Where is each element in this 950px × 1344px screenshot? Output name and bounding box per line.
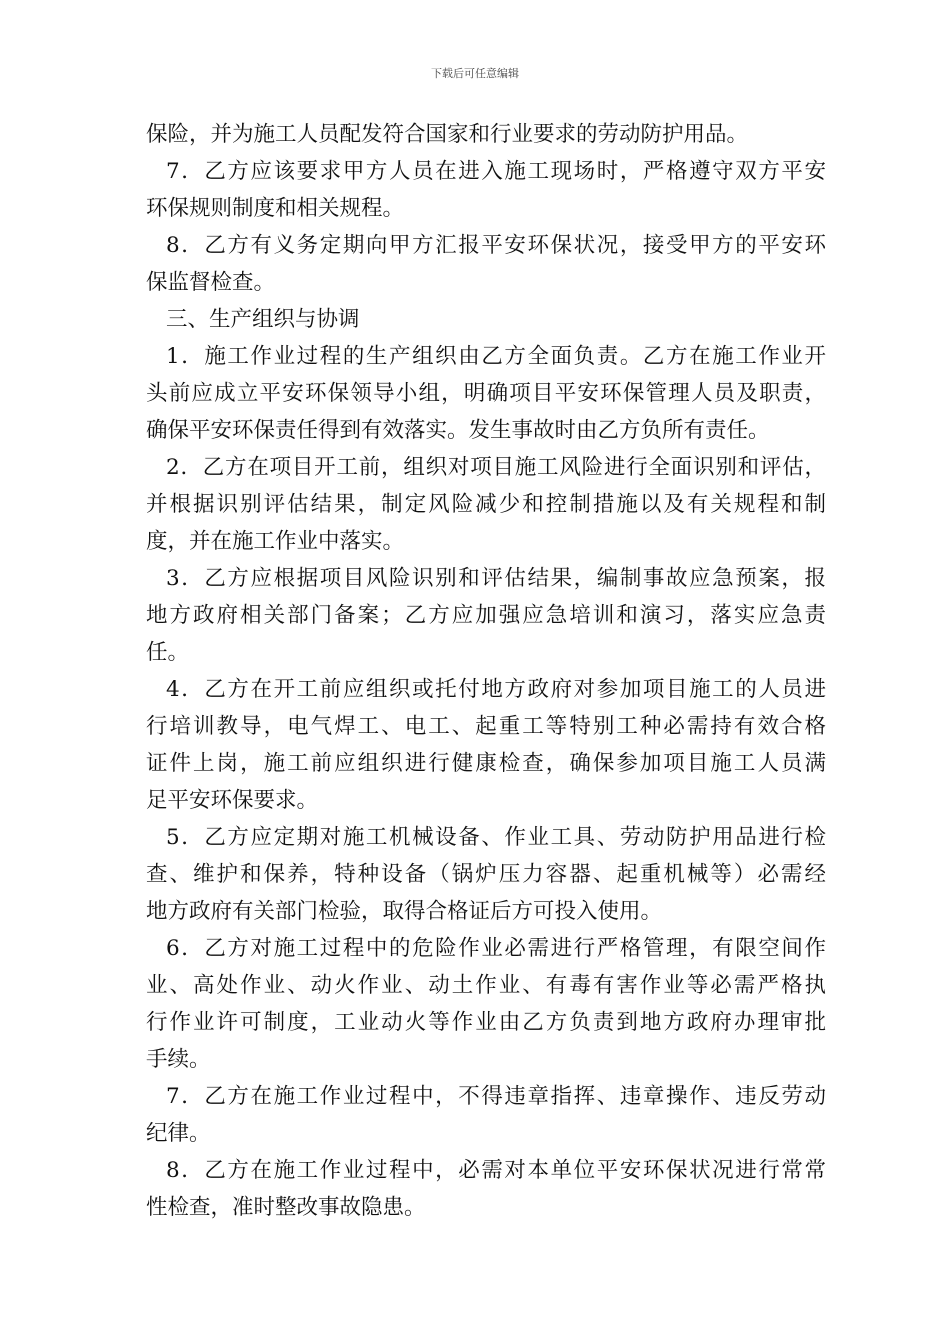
paragraph-line: 业、高处作业、动火作业、动土作业、有毒有害作业等必需严格执 — [146, 973, 826, 998]
paragraph-line: 证件上岗，施工前应组织进行健康检查，确保参加项目施工人员满 — [146, 751, 826, 776]
paragraph-line: 并根据识别评估结果，制定风险减少和控制措施以及有关规程和制 — [146, 492, 826, 517]
paragraph — [146, 227, 826, 301]
paragraph-line: 确保平安环保责任得到有效落实。发生事故时由乙方负所有责任。 — [146, 418, 770, 443]
paragraph-line: 1．施工作业过程的生产组织由乙方全面负责。乙方在施工作业开 — [166, 344, 826, 369]
paragraph-line: 7．乙方在施工作业过程中，不得违章指挥、违章操作、违反劳动 — [166, 1084, 826, 1109]
paragraph-line: 行培训教导，电气焊工、电工、起重工等特别工种必需持有效合格 — [146, 714, 826, 739]
paragraph — [146, 116, 826, 153]
paragraph-line: 度，并在施工作业中落实。 — [146, 529, 405, 554]
page-header-note: 下载后可任意编辑 — [431, 67, 519, 80]
paragraph — [146, 560, 826, 671]
paragraph — [146, 449, 826, 560]
paragraph — [146, 1152, 826, 1226]
paragraph — [146, 819, 826, 930]
paragraph-line: 足平安环保要求。 — [146, 788, 319, 813]
paragraph-line: 性检查，准时整改事故隐患。 — [146, 1195, 426, 1220]
paragraph-line: 地方政府有关部门检验，取得合格证后方可投入使用。 — [146, 899, 663, 924]
paragraph-line: 头前应成立平安环保领导小组，明确项目平安环保管理人员及职责， — [146, 381, 826, 406]
paragraph-line: 三、生产组织与协调 — [166, 307, 360, 332]
paragraph-line: 8．乙方在施工作业过程中，必需对本单位平安环保状况进行常常 — [166, 1158, 826, 1183]
paragraph-line: 6．乙方对施工过程中的危险作业必需进行严格管理，有限空间作 — [166, 936, 826, 961]
paragraph — [146, 338, 826, 449]
paragraph — [146, 1078, 826, 1152]
paragraph-line: 行作业许可制度，工业动火等作业由乙方负责到地方政府办理审批 — [146, 1010, 826, 1035]
paragraph-line: 3．乙方应根据项目风险识别和评估结果，编制事故应急预案，报 — [166, 566, 826, 591]
paragraph-line: 2．乙方在项目开工前，组织对项目施工风险进行全面识别和评估， — [166, 455, 826, 480]
paragraph-line: 查、维护和保养，特种设备（锅炉压力容器、起重机械等）必需经 — [146, 862, 826, 887]
paragraph-line: 7．乙方应该要求甲方人员在进入施工现场时，严格遵守双方平安 — [166, 159, 826, 184]
paragraph-line: 4．乙方在开工前应组织或托付地方政府对参加项目施工的人员进 — [166, 677, 826, 702]
paragraph — [146, 301, 826, 338]
paragraph-line: 保监督检查。 — [146, 270, 276, 295]
paragraph-line: 任。 — [146, 640, 190, 665]
paragraph-line: 5．乙方应定期对施工机械设备、作业工具、劳动防护用品进行检 — [166, 825, 826, 850]
paragraph — [146, 930, 826, 1078]
paragraph-line: 保险，并为施工人员配发符合国家和行业要求的劳动防护用品。 — [146, 122, 749, 147]
paragraph-line: 纪律。 — [146, 1121, 211, 1146]
paragraph-line: 地方政府相关部门备案；乙方应加强应急培训和演习，落实应急责 — [146, 603, 826, 628]
paragraph-line: 手续。 — [146, 1047, 211, 1072]
paragraph — [146, 153, 826, 227]
document-body — [146, 116, 826, 1226]
paragraph-line: 8．乙方有义务定期向甲方汇报平安环保状况，接受甲方的平安环 — [166, 233, 826, 258]
paragraph-line: 环保规则制度和相关规程。 — [146, 196, 405, 221]
paragraph — [146, 671, 826, 819]
